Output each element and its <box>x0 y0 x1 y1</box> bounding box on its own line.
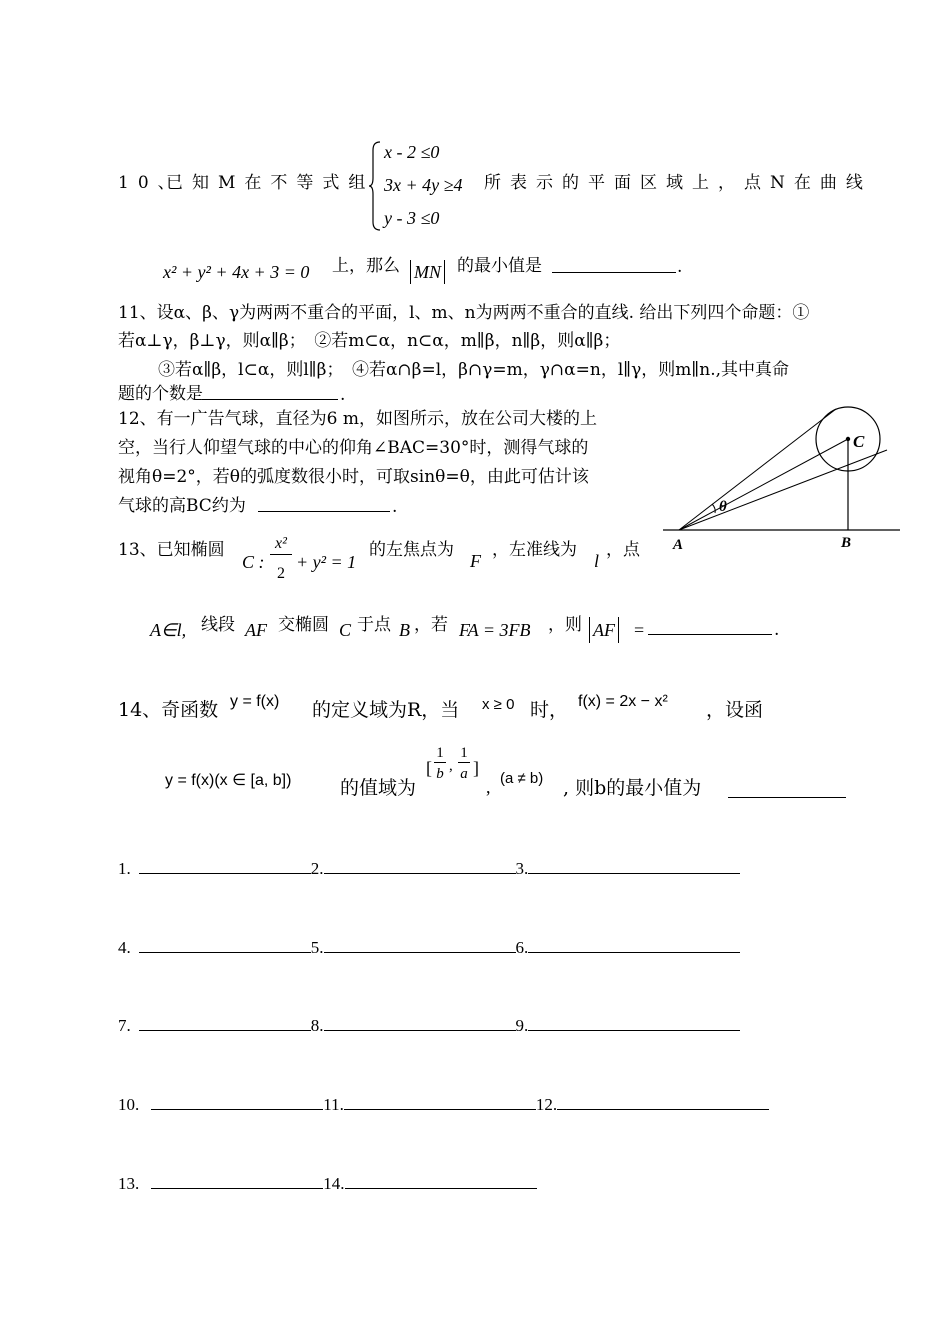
answer-label-4: 4. <box>118 938 131 957</box>
answer-label-5: 5. <box>310 938 324 957</box>
answer-label-12: 12. <box>535 1095 558 1114</box>
q13-af: AF <box>245 620 267 640</box>
q10-system-row-1: x - 2 ≤0 <box>384 142 440 162</box>
answer-label-9: 9. <box>515 1016 529 1035</box>
answer-line-6 <box>528 936 740 953</box>
answer-row-1 <box>118 857 740 879</box>
answer-line-13 <box>151 1172 323 1189</box>
q13-text-b: ，左准线为 <box>492 540 577 560</box>
q14-text-d: 的值域为 <box>340 777 417 799</box>
q13-c-label: C : <box>242 552 265 572</box>
q13-c: C <box>339 620 352 640</box>
answer-line-10 <box>151 1093 323 1110</box>
q14-text-e: , 则b的最小值为 <box>563 777 702 799</box>
q13-frac-denominator: 2 <box>277 565 285 582</box>
answer-label-13: 13. <box>118 1174 140 1193</box>
q10-end: . <box>677 257 683 277</box>
q10-system-row-3: y - 3 ≤0 <box>384 208 440 228</box>
answer-line-11 <box>344 1093 536 1110</box>
q14-number: 14、奇函数 <box>118 699 219 721</box>
answer-row-5 <box>118 1172 537 1194</box>
q14-frac-1-den: b <box>436 766 444 782</box>
tangent-line-lower <box>679 450 887 530</box>
answer-line-9 <box>528 1014 740 1031</box>
answer-label-6: 6. <box>515 938 529 957</box>
q11-line-4: 题的个数是 <box>118 384 203 404</box>
q10-curve: x² + y² + 4x + 3 = 0 <box>163 262 310 282</box>
answer-line-12 <box>557 1093 769 1110</box>
q13-text-g: ，若 <box>414 615 448 635</box>
answer-line-8 <box>324 1014 516 1031</box>
q13-text-c: ，点 <box>606 540 640 560</box>
q14-text-a: 的定义域为R，当 <box>312 699 460 721</box>
q14-function: y = f(x)(x ∈ [a, b]) <box>165 772 292 789</box>
q13-end: . <box>774 620 780 640</box>
q14-condition: x ≥ 0 <box>482 696 515 713</box>
q13-abs-af: AF <box>589 617 619 643</box>
q12-line-4: 气球的高BC约为 <box>118 496 246 516</box>
answer-line-1 <box>139 857 311 874</box>
q14-frac-2-den: a <box>460 766 468 782</box>
label-c: C <box>853 432 865 451</box>
q13-f: F <box>470 551 481 571</box>
answer-label-1: 1. <box>118 859 131 878</box>
q13-l: l <box>594 551 600 571</box>
answer-line-3 <box>528 857 740 874</box>
sight-line-center <box>679 439 848 530</box>
q13-eq-rest: + y² = 1 <box>296 552 357 572</box>
q13-text-d: 线段 <box>201 615 235 635</box>
answer-label-3: 3. <box>515 859 529 878</box>
q13-frac-numerator: x² <box>270 534 292 555</box>
answer-line-14 <box>345 1172 537 1189</box>
q12-answer-blank <box>258 494 390 512</box>
q12-line-3: 视角θ=2°，若θ的弧度数很小时，可取sinθ=θ，由此可估计该 <box>118 467 589 487</box>
q10-answer-blank <box>552 255 676 273</box>
answer-label-11: 11. <box>323 1095 344 1114</box>
q14-frac-2-num: 1 <box>458 744 470 763</box>
q10-number: 10、 <box>118 173 184 193</box>
q12-end: . <box>392 497 398 517</box>
q13-text-h: ，则 <box>548 615 582 635</box>
q11-answer-blank <box>202 382 338 400</box>
answer-row-4 <box>118 1093 769 1115</box>
answer-row-2 <box>118 936 740 958</box>
q14-text-b: 时， <box>530 699 569 721</box>
q13-text-a: 的左焦点为 <box>369 540 454 560</box>
answer-label-10: 10. <box>118 1095 140 1114</box>
answer-label-2: 2. <box>310 859 324 878</box>
answer-label-14: 14. <box>323 1174 345 1193</box>
q14-definition: f(x) = 2x − x² <box>578 693 668 710</box>
q13-text-e: 交椭圆 <box>278 615 329 635</box>
q14-text-c: ，设函 <box>706 699 764 721</box>
label-theta: θ <box>719 499 727 515</box>
q10-text-a: 已知M在不等式组 <box>166 173 375 193</box>
q13-vector-eq: FA = 3FB <box>459 620 531 640</box>
q14-answer-blank <box>728 779 846 798</box>
q12-line-1: 12、有一广告气球，直径为6 m，如图所示，放在公司大楼的上 <box>118 409 597 429</box>
answer-line-5 <box>324 936 516 953</box>
q13-equals: = <box>634 620 645 640</box>
q13-answer-blank <box>648 617 772 635</box>
answer-label-8: 8. <box>310 1016 324 1035</box>
answer-line-2 <box>324 857 516 874</box>
q14-range-left-bracket: [ <box>426 758 432 778</box>
q11-line-1: 11、设α、β、γ为两两不重合的平面，l、m、n为两两不重合的直线. 给出下列四个命题：① <box>118 303 810 323</box>
answer-label-7: 7. <box>118 1016 131 1035</box>
q13-text-f: 于点 <box>357 615 391 635</box>
tangent-line-upper <box>679 409 836 530</box>
q10-system-brace <box>368 140 382 232</box>
q10-text-b: 所表示的平面区域上，点N在曲线 <box>484 173 872 193</box>
q13-a-in-l: A∈l, <box>150 620 187 640</box>
q11-line-3: ③若α∥β，l⊂α，则l∥β； ④若α∩β=l，β∩γ=m，γ∩α=n，l∥γ，则m∥n.,其中真命 <box>158 360 790 380</box>
q14-neq: (a ≠ b) <box>500 770 544 787</box>
q14-range-right-bracket: ] <box>473 758 479 778</box>
answer-line-4 <box>139 936 311 953</box>
q10-system-row-2: 3x + 4y ≥4 <box>384 175 463 195</box>
q11-line-2: 若α⊥γ，β⊥γ，则α∥β； ②若m⊂α，n⊂α，m∥β，n∥β，则α∥β； <box>118 331 621 351</box>
q12-line-2: 空，当行人仰望气球的中心的仰角∠BAC=30°时，测得气球的 <box>118 438 589 458</box>
label-b: B <box>841 535 852 551</box>
answer-line-7 <box>139 1014 311 1031</box>
q10-abs-mn: MN <box>410 260 445 284</box>
q14-frac-1-num: 1 <box>434 744 446 763</box>
q13-b: B <box>399 620 410 640</box>
q11-end: . <box>340 385 346 405</box>
q14-f: y = f(x) <box>230 693 280 710</box>
answer-row-3 <box>118 1014 740 1036</box>
q13-number: 13、已知椭圆 <box>118 540 225 560</box>
q10-text-d: 的最小值是 <box>457 256 542 276</box>
label-a: A <box>673 537 684 553</box>
q10-text-c: 上，那么 <box>332 256 400 276</box>
q12-balloon-figure <box>655 395 905 555</box>
